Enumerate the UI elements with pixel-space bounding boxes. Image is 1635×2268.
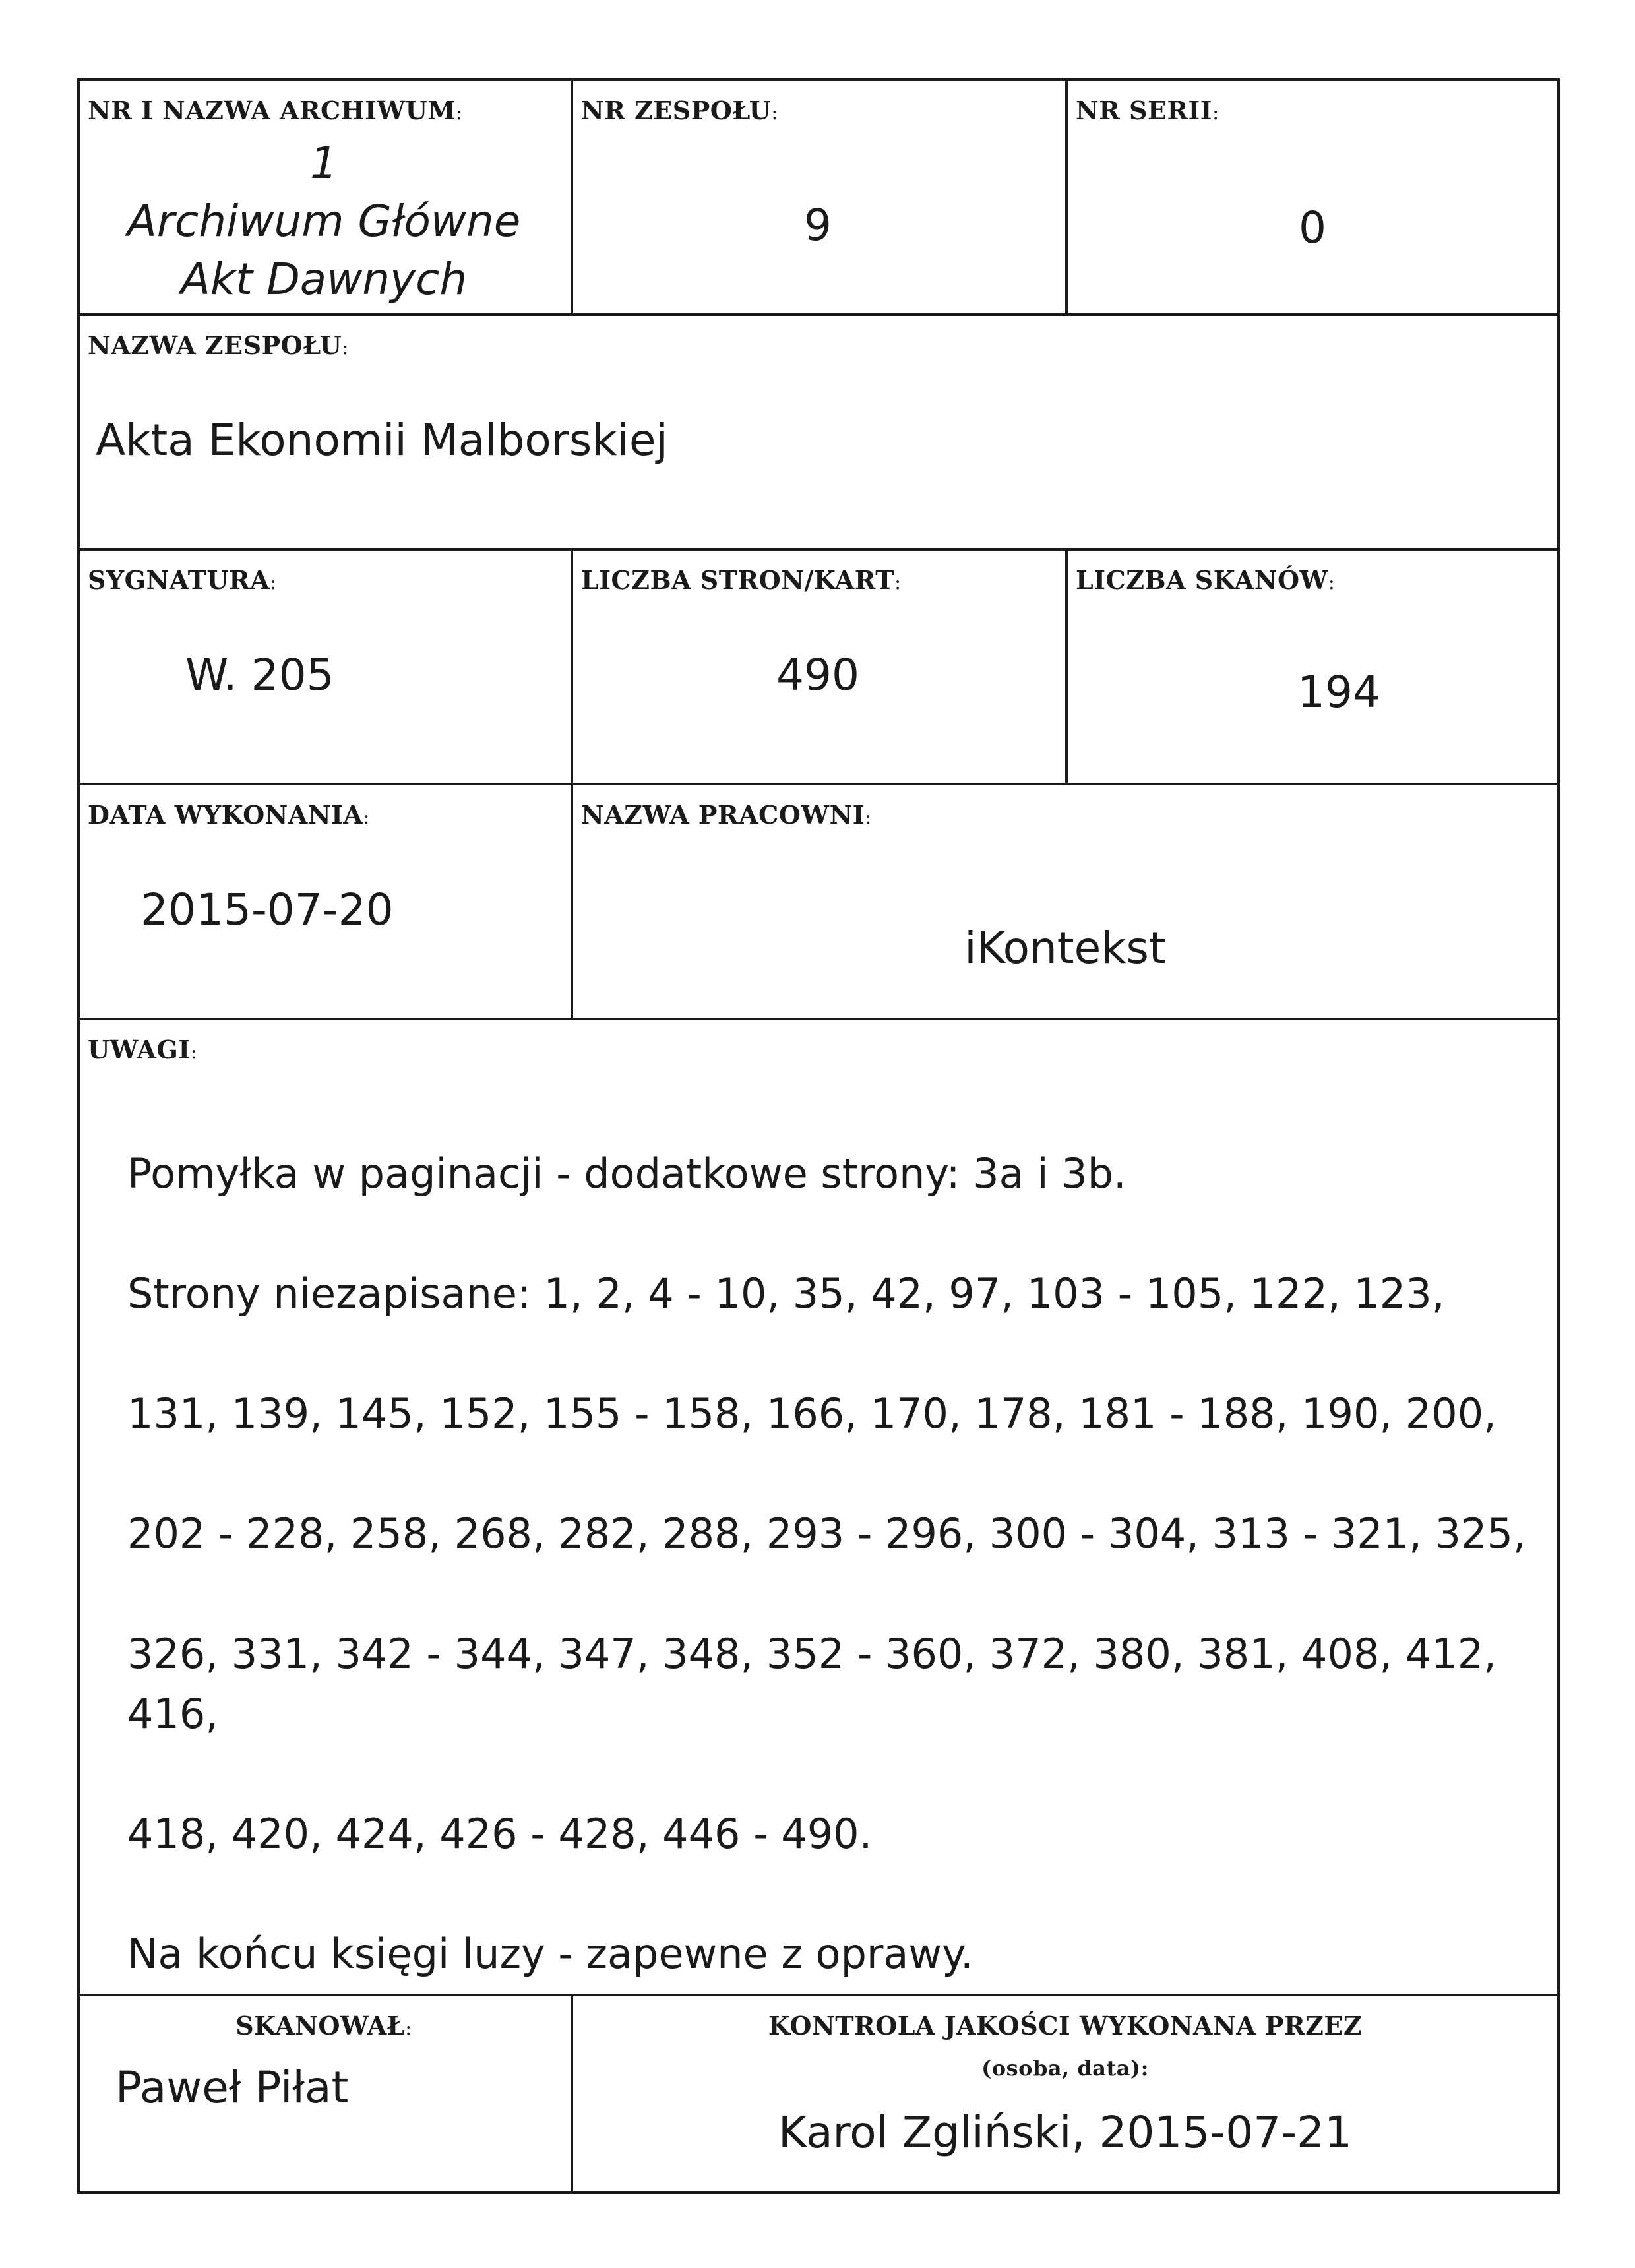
cell-scanned-by [80, 1996, 573, 2191]
quality-control-sublabel: (osoba, data): [981, 2056, 1149, 2081]
collection-name-label: NAZWA ZESPOŁU: [88, 330, 349, 360]
row-signoff [80, 1996, 1557, 2191]
signature-value: W. 205 [185, 650, 334, 700]
scanned-by-label: SKANOWAŁ: [235, 2011, 412, 2040]
scan-count-label: LICZBA SKANÓW: [1076, 565, 1336, 595]
notes-line: 418, 420, 424, 426 - 428, 446 - 490. [127, 1810, 873, 1858]
collection-number-value: 9 [804, 200, 832, 251]
archive-number: 1 [310, 138, 338, 189]
cell-series-number [1068, 81, 1557, 313]
scanned-by-value: Paweł Piłat [115, 2062, 349, 2113]
notes-line: 131, 139, 145, 152, 155 - 158, 166, 170, 178, 181 - 188, 190, 200, [127, 1390, 1496, 1438]
archive-label: NR I NAZWA ARCHIWUM: [88, 96, 463, 125]
date-value: 2015-07-20 [140, 884, 394, 935]
series-number-value: 0 [1299, 202, 1326, 253]
notes-line: 202 - 228, 258, 268, 282, 288, 293 - 296, 300 - 304, 313 - 321, 325, [127, 1510, 1526, 1558]
row-signature [80, 551, 1557, 785]
cell-studio [573, 785, 1557, 1018]
quality-control-value: Karol Zgliński, 2015-07-21 [778, 2107, 1353, 2158]
cell-scan-count [1068, 551, 1557, 783]
cell-date [80, 785, 573, 1018]
studio-label: NAZWA PRACOWNI: [581, 800, 872, 830]
notes-line: Pomyłka w paginacji - dodatkowe strony: 3a i 3b. [127, 1149, 1126, 1198]
date-label: DATA WYKONANIA: [88, 800, 371, 830]
collection-name-value: Akta Ekonomii Malborskiej [96, 415, 668, 466]
notes-line: Na końcu księgi luzy - zapewne z oprawy. [127, 1930, 973, 1978]
row-date-studio [80, 785, 1557, 1020]
notes-text [127, 1084, 1545, 2044]
cell-collection-name [80, 316, 1557, 548]
scan-count-value: 194 [1297, 667, 1380, 718]
notes-line: Strony niezapisane: 1, 2, 4 - 10, 35, 42, 97, 103 - 105, 122, 123, [127, 1270, 1445, 1318]
row-collection-name [80, 316, 1557, 551]
cell-collection-number [573, 81, 1068, 313]
archive-name-line2: Akt Dawnych [180, 254, 468, 305]
archive-record-card [77, 78, 1560, 2194]
page-count-value: 490 [776, 650, 859, 700]
row-archive [80, 81, 1557, 316]
notes-line: 326, 331, 342 - 344, 347, 348, 352 - 360, 372, 380, 381, 408, 412, 416, [127, 1630, 1496, 1738]
cell-quality-control [573, 1996, 1557, 2191]
collection-number-label: NR ZESPOŁU: [581, 96, 779, 125]
quality-control-label: KONTROLA JAKOŚCI WYKONANA PRZEZ [768, 2011, 1363, 2040]
cell-notes [80, 1020, 1557, 1994]
cell-page-count [573, 551, 1068, 783]
page-count-label: LICZBA STRON/KART: [581, 565, 902, 595]
cell-archive [80, 81, 573, 313]
signature-label: SYGNATURA: [88, 565, 277, 595]
archive-name-line1: Archiwum Główne [127, 196, 521, 247]
cell-signature [80, 551, 573, 783]
notes-label: UWAGI: [88, 1035, 198, 1064]
row-notes [80, 1020, 1557, 1996]
studio-value: iKontekst [964, 923, 1166, 973]
series-number-label: NR SERII: [1076, 96, 1219, 125]
